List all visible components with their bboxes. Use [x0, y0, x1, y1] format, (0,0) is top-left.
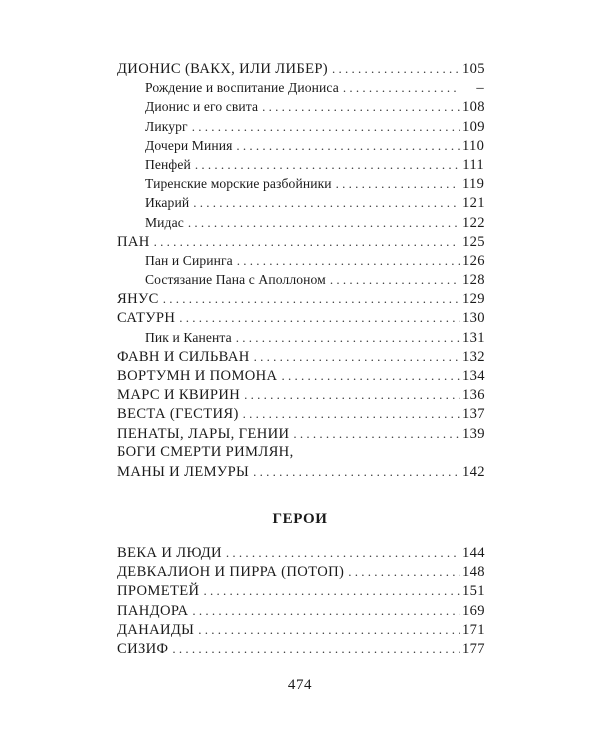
page-number: 474 [287, 677, 313, 693]
toc-entry-page: – [476, 80, 484, 97]
toc-entry-page: 121 [462, 195, 485, 212]
dot-leader [193, 193, 460, 212]
dot-leader [179, 308, 460, 327]
toc-entry-title: ВОРТУМН И ПОМОНА [117, 368, 278, 384]
dot-leader [236, 328, 460, 347]
dot-leader [281, 366, 460, 385]
toc-entry-faunus-silvanus [117, 347, 484, 366]
toc-entry-title: Ликург [145, 118, 188, 134]
dot-leader [192, 117, 460, 136]
toc-entry-title: Дочери Миния [145, 137, 233, 153]
toc-entry-page: 122 [462, 214, 485, 231]
toc-entry-prometheus [117, 581, 484, 600]
toc-entry-title: ФАВН И СИЛЬВАН [117, 348, 250, 365]
toc-entry-midas [117, 213, 484, 232]
toc-entry-birth-of-dionysus [117, 78, 484, 97]
toc-entry-page: 109 [462, 118, 485, 135]
toc-entry-sisyphus [117, 639, 484, 658]
section-heading-heroes: ГЕРОИ [272, 511, 328, 527]
toc-entry-danaids [117, 620, 484, 639]
toc-entry-page: 126 [462, 252, 485, 269]
toc-entry-title: БОГИ СМЕРТИ РИМЛЯН, [117, 443, 294, 460]
toc-entry-page: 151 [462, 583, 485, 600]
toc-entry-page: 105 [462, 61, 485, 77]
toc-entry-page: 139 [462, 425, 485, 442]
dot-leader [163, 289, 460, 308]
toc-entry-title: МАНЫ И ЛЕМУРЫ [117, 463, 250, 480]
toc-list-part2 [117, 543, 484, 658]
toc-entry-title: ДЕВКАЛИОН И ПИРРА (ПОТОП) [117, 564, 345, 581]
toc-entry-title: САТУРН [117, 310, 176, 327]
toc-entry-janus [117, 289, 484, 308]
toc-entry-title: Икарий [145, 195, 190, 211]
toc-entry-ages-and-people [117, 543, 484, 562]
toc-entry-pan [117, 232, 484, 251]
dot-leader [243, 404, 460, 423]
toc-entry-mars-quirinus [117, 385, 484, 404]
toc-entry-page: 136 [462, 387, 485, 404]
toc-entry-title: Пенфей [145, 156, 191, 172]
toc-entry-icarius [117, 193, 484, 212]
toc-entry-minyas-daughters [117, 136, 484, 155]
dot-leader [253, 462, 460, 481]
toc-entry-page: 129 [462, 291, 485, 308]
toc-entry-page: 144 [462, 545, 485, 561]
toc-entry-tyrrhenian-pirates [117, 174, 484, 193]
toc-entry-title: Мидас [145, 214, 184, 230]
toc-entry-title: ЯНУС [117, 291, 159, 308]
toc-entry-title: СИЗИФ [117, 640, 169, 657]
toc-entry-title: Рождение и воспитание Диониса [145, 80, 339, 96]
toc-entry-page: 132 [462, 348, 485, 365]
toc-entry-title: Пик и Канента [145, 329, 232, 345]
dot-leader [172, 639, 460, 658]
dot-leader [198, 620, 460, 639]
toc-entry-gods-of-death-line1 [117, 443, 484, 462]
dot-leader [332, 59, 460, 78]
toc-entry-page: 137 [462, 406, 485, 423]
toc-entry-title: ПАН [117, 233, 150, 250]
toc-entry-picus-canens [117, 328, 484, 347]
toc-entry-page: 125 [462, 233, 485, 250]
toc-entry-page: 128 [462, 272, 485, 289]
toc-entry-title: ВЕКА И ЛЮДИ [117, 545, 222, 561]
dot-leader [348, 562, 460, 581]
toc-entry-page: 142 [462, 463, 485, 480]
dot-leader [237, 251, 460, 270]
toc-entry-vesta [117, 404, 484, 423]
toc-entry-page: 171 [462, 621, 485, 638]
toc-entry-deucalion-pyrrha [117, 562, 484, 581]
dot-leader [336, 174, 460, 193]
toc-entry-page: 131 [462, 329, 485, 346]
toc-entry-saturn [117, 308, 484, 327]
toc-entry-lycurgus [117, 117, 484, 136]
dot-leader [195, 155, 460, 174]
toc-entry-page: 110 [462, 137, 485, 154]
toc-entry-title: ВЕСТА (ГЕСТИЯ) [117, 406, 239, 423]
dot-leader [192, 601, 460, 620]
toc-entry-title: Состязание Пана с Аполлоном [145, 272, 326, 288]
toc-entry-manes-lemures [117, 462, 484, 481]
dot-leader [236, 136, 460, 155]
dot-leader [203, 581, 460, 600]
toc-entry-title: МАРС И КВИРИН [117, 387, 241, 404]
toc-list-part1 [117, 59, 484, 481]
toc-entry-pentheus [117, 155, 484, 174]
toc-entry-page: 130 [462, 310, 485, 327]
toc-entry-pan-apollo-contest [117, 270, 484, 289]
toc-entry-dionysus [117, 59, 484, 78]
dot-leader [226, 543, 460, 562]
toc-entry-title: ПЕНАТЫ, ЛАРЫ, ГЕНИИ [117, 425, 290, 442]
dot-leader [262, 97, 460, 116]
dot-leader [330, 270, 460, 289]
toc-entry-page: 111 [462, 156, 484, 173]
toc-entry-page: 119 [462, 176, 485, 193]
dot-leader [188, 213, 460, 232]
toc-entry-dionysus-retinue [117, 97, 484, 116]
toc-entry-title: Пан и Сиринга [145, 252, 233, 268]
toc-entry-title: ДИОНИС (ВАКХ, ИЛИ ЛИБЕР) [117, 61, 329, 77]
toc-entry-page: 134 [462, 368, 485, 384]
toc-entry-pan-and-syrinx [117, 251, 484, 270]
dot-leader [154, 232, 460, 251]
toc-entry-page: 108 [462, 99, 485, 116]
toc-entry-page: 177 [462, 640, 485, 657]
toc-entry-title: Дионис и его свита [145, 99, 259, 115]
toc-entry-page: 148 [462, 564, 485, 581]
toc-entry-title: Тиренские морские разбойники [145, 176, 332, 192]
toc-entry-title: ДАНАИДЫ [117, 621, 195, 638]
dot-leader [254, 347, 460, 366]
toc-entry-pandora [117, 601, 484, 620]
toc-entry-penates-lares-genii [117, 424, 484, 443]
toc-entry-title: ПРОМЕТЕЙ [117, 583, 200, 600]
dot-leader [343, 78, 460, 97]
toc-entry-title: ПАНДОРА [117, 602, 189, 619]
toc-entry-page: 169 [462, 602, 485, 619]
toc-entry-vertumnus-pomona [117, 366, 484, 385]
dot-leader [244, 385, 460, 404]
dot-leader [293, 424, 460, 443]
